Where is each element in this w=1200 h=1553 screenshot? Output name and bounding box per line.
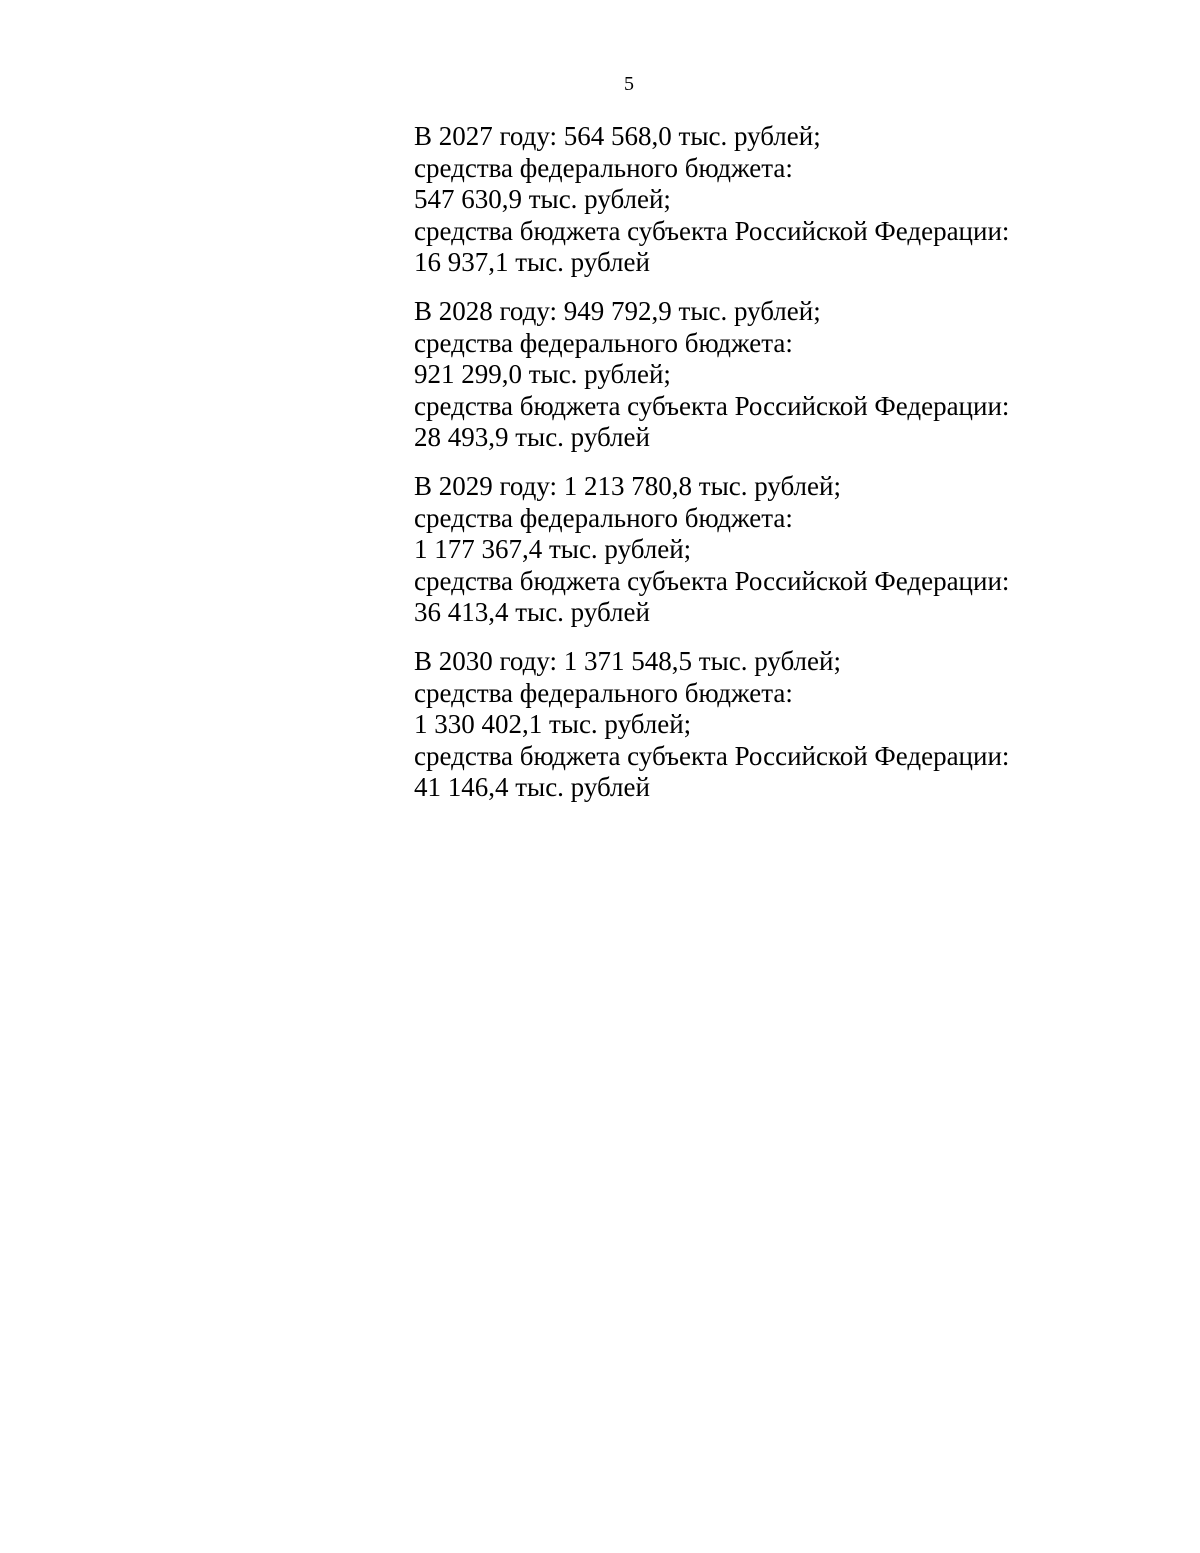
federal-budget-amount: 1 330 402,1 тыс. рублей; [414, 709, 692, 740]
federal-budget-label: средства федерального бюджета: [414, 152, 793, 183]
regional-budget-amount: 36 413,4 тыс. рублей [414, 597, 650, 628]
year-total-line: В 2027 году: 564 568,0 тыс. рублей; [414, 121, 821, 151]
federal-budget-label: средства федерального бюджета: [414, 677, 793, 708]
page-number: 5 [624, 73, 634, 95]
federal-budget-amount: 1 177 367,4 тыс. рублей; [414, 534, 692, 565]
year-total-line: В 2028 году: 949 792,9 тыс. рублей; [414, 295, 821, 326]
regional-budget-label: средства бюджета субъекта Российской Федерации: [414, 390, 1010, 421]
federal-budget-label: средства федерального бюджета: [414, 327, 793, 358]
regional-budget-label: средства бюджета субъекта Российской Федерации: [414, 215, 1010, 246]
regional-budget-label: средства бюджета субъекта Российской Федерации: [414, 740, 1010, 771]
year-total-line: В 2029 году: 1 213 780,8 тыс. рублей; [414, 470, 841, 501]
year-total-line: В 2030 году: 1 371 548,5 тыс. рублей; [414, 645, 841, 676]
funding-block-2028 [414, 296, 1154, 454]
funding-block-2029 [414, 471, 1154, 629]
funding-block-2030 [414, 646, 1154, 804]
funding-breakdown [414, 121, 1154, 821]
federal-budget-label: средства федерального бюджета: [414, 502, 793, 533]
regional-budget-label: средства бюджета субъекта Российской Федерации: [414, 565, 1010, 596]
federal-budget-amount: 547 630,9 тыс. рублей; [414, 184, 671, 215]
regional-budget-amount: 16 937,1 тыс. рублей [414, 247, 650, 278]
regional-budget-amount: 41 146,4 тыс. рублей [414, 772, 650, 803]
regional-budget-amount: 28 493,9 тыс. рублей [414, 422, 650, 453]
federal-budget-amount: 921 299,0 тыс. рублей; [414, 359, 671, 390]
funding-block-2027 [414, 121, 1154, 279]
